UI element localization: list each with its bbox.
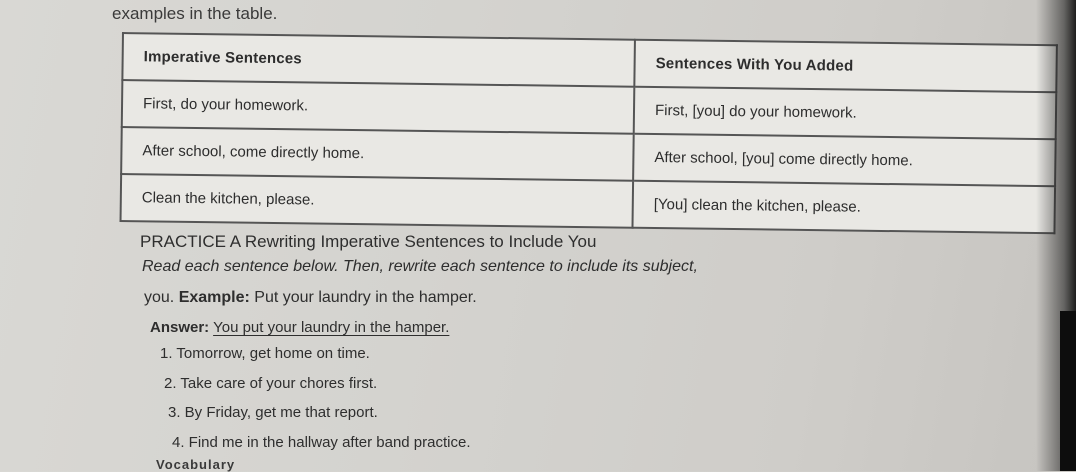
table-cell: First, do your homework.	[122, 80, 635, 134]
vocabulary-heading: Vocabulary	[156, 457, 236, 472]
example-label: Example:	[178, 289, 250, 306]
table-cell: After school, come directly home.	[121, 127, 634, 181]
sentence-table	[120, 32, 1058, 234]
practice-item: 1. Tomorrow, get home on time.	[160, 345, 370, 362]
answer-text: You put your laundry in the hamper.	[213, 319, 450, 336]
answer-label: Answer:	[150, 319, 210, 336]
table-cell: [You] clean the kitchen, please.	[632, 181, 1055, 234]
example-text: Put your laundry in the hamper.	[254, 289, 477, 306]
table-header-you-added: Sentences With You Added	[634, 40, 1057, 93]
practice-item: 4. Find me in the hallway after band practice.	[172, 434, 471, 451]
answer-line	[150, 319, 449, 336]
example-prefix: you.	[144, 289, 175, 306]
sentence-table-wrapper	[120, 32, 1058, 234]
table-cell: Clean the kitchen, please.	[121, 174, 634, 228]
practice-item: 3. By Friday, get me that report.	[168, 404, 378, 421]
page-edge-dark	[1060, 311, 1076, 471]
practice-instruction: Read each sentence below. Then, rewrite each sentence to include its subject,	[142, 258, 698, 275]
practice-item: 2. Take care of your chores first.	[164, 375, 378, 392]
table-cell: First, [you] do your homework.	[634, 87, 1057, 140]
table-header-imperative: Imperative Sentences	[122, 33, 635, 87]
top-text: examples in the table.	[112, 4, 278, 23]
practice-title: PRACTICE A Rewriting Imperative Sentences to Include You	[140, 232, 597, 251]
table-cell: After school, [you] come directly home.	[633, 134, 1056, 187]
example-line	[144, 289, 477, 307]
